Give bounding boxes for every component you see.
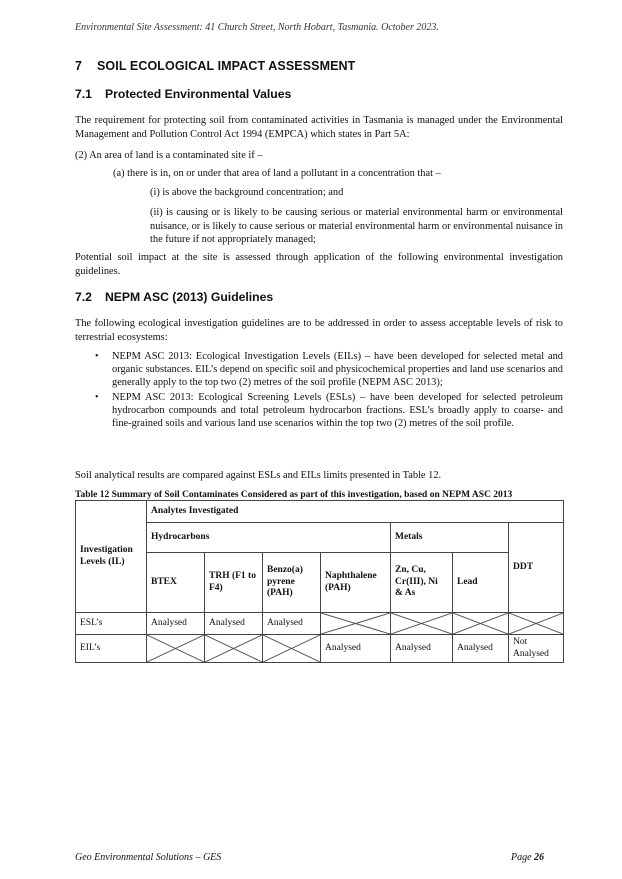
table-header-row (76, 523, 564, 553)
paragraph-potential-impact: Potential soil impact at the site is assessed through application of the following environmental investigation guidelines. (75, 252, 563, 277)
guidelines-list (95, 350, 563, 431)
not-applicable-cell (391, 613, 453, 635)
soil-contaminants-table (75, 500, 564, 663)
section-7-2-heading (75, 290, 273, 304)
value-cell: Analysed (453, 635, 509, 663)
section-title: Protected Environmental Values (105, 87, 292, 101)
ddt-header: DDT (509, 523, 564, 613)
column-header: Zn, Cu, Cr(III), Ni & As (391, 553, 453, 613)
not-applicable-cell (509, 613, 564, 635)
paragraph-comparison: Soil analytical results are compared against ESLs and EILs limits presented in Table 12. (75, 470, 442, 481)
list-item: • NEPM ASC 2013: Ecological Investigation Levels (EILs) – have been developed for selected metal and organic substances. EIL’s depend on specific soil and physicochemical properties and land use scenarios and generally apply to the top two (2) metres of the soil profile (NEPM ASC 2013); (95, 350, 563, 390)
investigation-levels-header: Investigation Levels (IL) (76, 501, 147, 613)
value-cell: Analysed (391, 635, 453, 663)
paragraph-empca: The requirement for protecting soil from contaminated activities in Tasmania is managed under the Environmental Management and Pollution Control Act 1994 (EMPCA) which states in Part 5A: (75, 115, 563, 140)
not-applicable-cell (205, 635, 263, 663)
clause-ii: (ii) is causing or is likely to be causing serious or material environmental harm or environmental nuisance, or is likely to cause serious or material environmental harm or environmental nuisance in the future if not appropriately managed; (150, 207, 563, 245)
page-label: Page (511, 852, 532, 863)
table-caption: Table 12 Summary of Soil Contaminates Considered as part of this investigation, based on NEPM ASC 2013 (75, 490, 513, 500)
section-7-1-heading (75, 87, 291, 101)
hydrocarbons-header: Hydrocarbons (147, 523, 391, 553)
value-cell: Analysed (263, 613, 321, 635)
section-number: 7.1 (75, 87, 92, 101)
value-cell: Analysed (321, 635, 391, 663)
column-header: Lead (453, 553, 509, 613)
clause-i: (i) is above the background concentration; and (150, 187, 344, 198)
list-item: • NEPM ASC 2013: Ecological Screening Levels (ESLs) – have been developed for selected petroleum hydrocarbon compounds and total petroleum hydrocarbon fractions. ESL’s broadly apply to coarse- and fine-grained soils and various land use scenarios within the top two (2) metres of the soil profile. (95, 391, 563, 431)
section-7-heading (75, 59, 355, 73)
level-cell: EIL’s (76, 635, 147, 663)
not-applicable-cell (147, 635, 205, 663)
table-header-row (76, 501, 564, 523)
value-cell: Not Analysed (509, 635, 564, 663)
analytes-header: Analytes Investigated (147, 501, 564, 523)
level-cell: ESL’s (76, 613, 147, 635)
page-number-value: 26 (534, 852, 545, 863)
clause-a: (a) there is in, on or under that area of land a pollutant in a concentration that – (113, 168, 441, 179)
not-applicable-cell (321, 613, 391, 635)
not-applicable-cell (263, 635, 321, 663)
section-number: 7.2 (75, 290, 92, 304)
not-applicable-cell (453, 613, 509, 635)
value-cell: Analysed (205, 613, 263, 635)
page-number (511, 852, 544, 863)
column-header: TRH (F1 to F4) (205, 553, 263, 613)
section-number: 7 (75, 59, 83, 73)
page-footer-company: Geo Environmental Solutions – GES (75, 852, 222, 863)
page-header: Environmental Site Assessment: 41 Church Street, North Hobart, Tasmania. October 2023. (75, 22, 439, 33)
value-cell: Analysed (147, 613, 205, 635)
metals-header: Metals (391, 523, 509, 553)
column-header: Benzo(a) pyrene (PAH) (263, 553, 321, 613)
paragraph-guidelines-intro: The following ecological investigation guidelines are to be addressed in order to assess acceptable levels of risk to terrestrial ecosystems: (75, 318, 563, 343)
clause-2: (2) An area of land is a contaminated site if – (75, 150, 263, 161)
table-row (76, 635, 564, 663)
section-title: NEPM ASC (2013) Guidelines (105, 290, 274, 304)
column-header: BTEX (147, 553, 205, 613)
column-header: Naphthalene (PAH) (321, 553, 391, 613)
table-header-row (76, 553, 564, 613)
table-row (76, 613, 564, 635)
section-title: SOIL ECOLOGICAL IMPACT ASSESSMENT (97, 59, 356, 73)
